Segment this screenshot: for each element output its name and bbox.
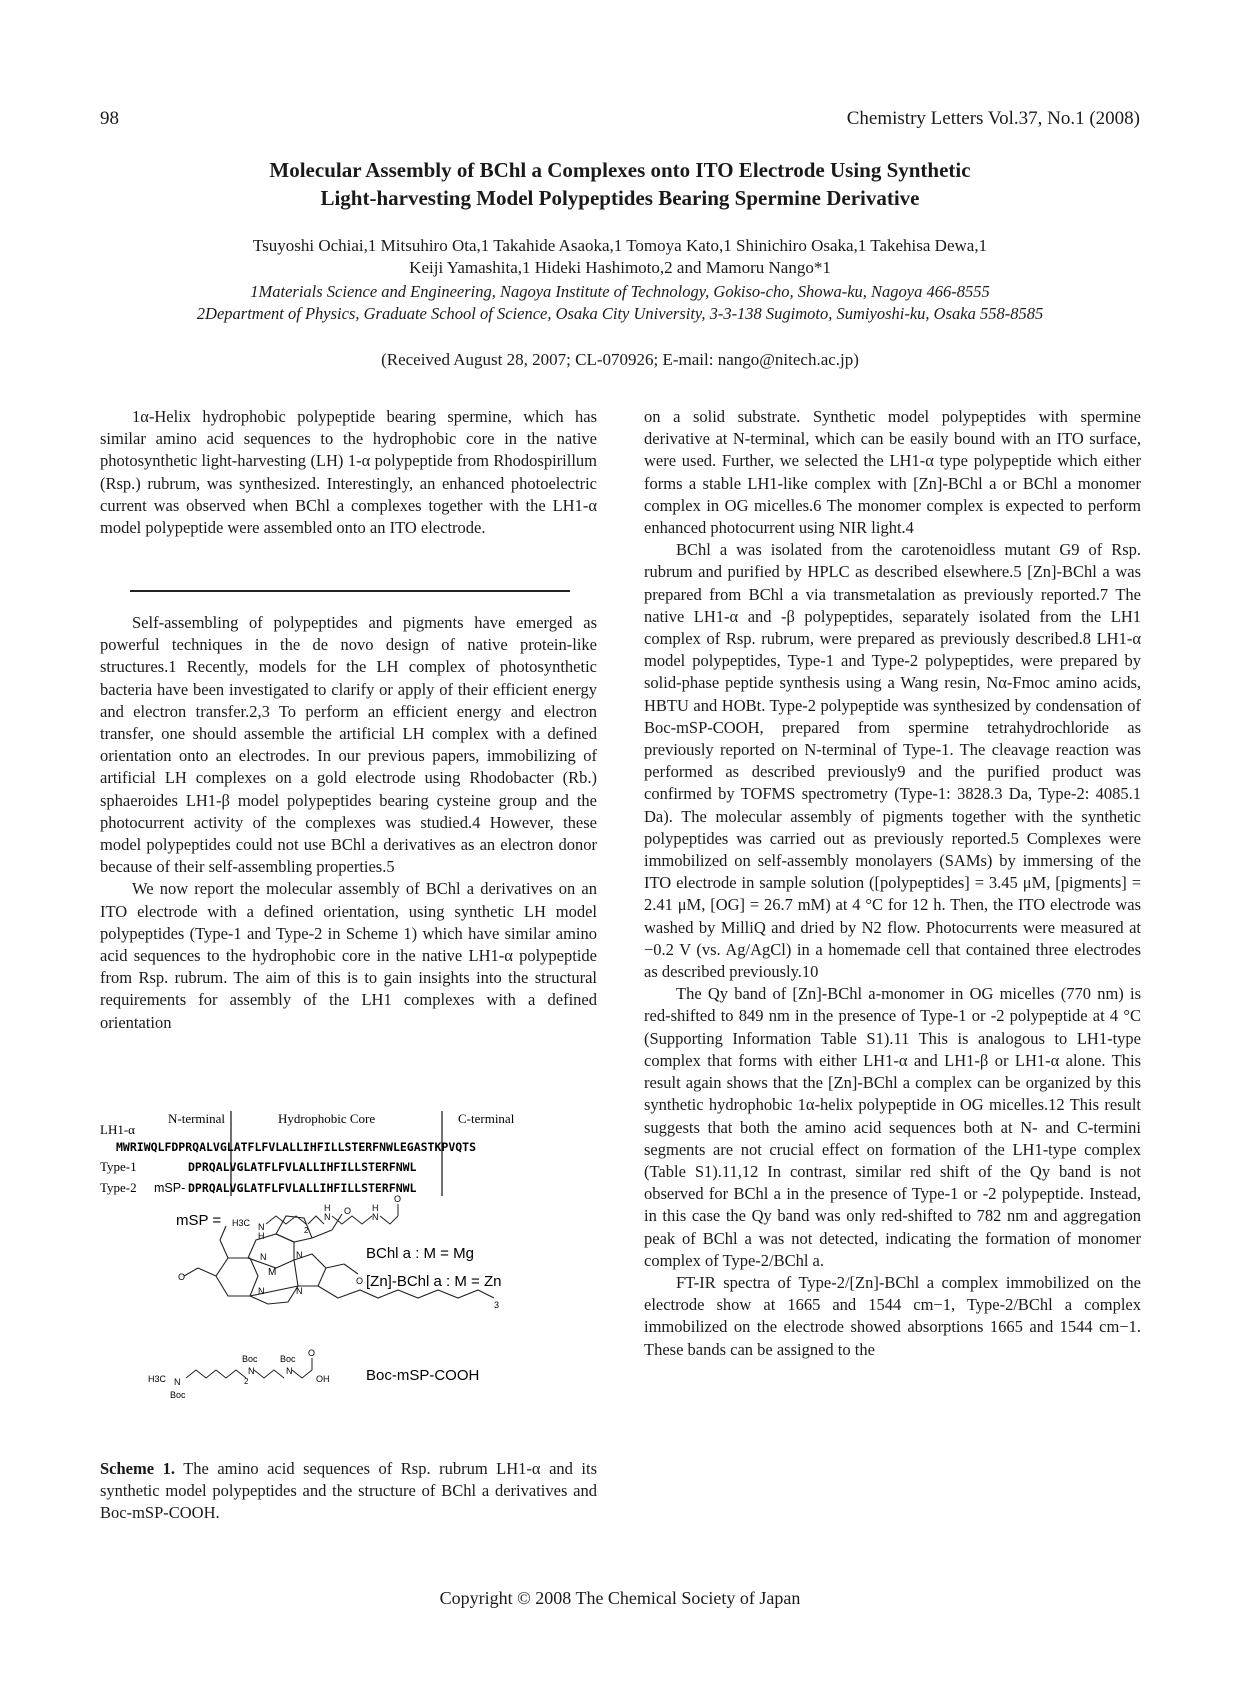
atom-label: O xyxy=(178,1272,186,1282)
region-c-terminal: C-terminal xyxy=(458,1111,515,1126)
paragraph: FT-IR spectra of Type-2/[Zn]-BChl a complex immobilized on the electrode show at 1665 and 1544 cm−1, Type-2/BChl a complex immobilized on the electrode showed absorptions 1665 and 1544 cm−1. These bands can be assigned to the xyxy=(644,1272,1141,1359)
subscript-3: 3 xyxy=(494,1300,500,1310)
atom-label: Boc xyxy=(280,1354,296,1364)
boc-msp-cooh-label: Boc-mSP-COOH xyxy=(366,1367,480,1384)
atom-label: O xyxy=(344,1206,352,1216)
scheme-1-figure xyxy=(98,1108,598,1458)
msp-prefix: mSP- xyxy=(154,1181,186,1195)
paragraph: We now report the molecular assembly of BChl a derivatives on an ITO electrode with a defined orientation, using synthetic LH model polypeptides (Type-1 and Type-2 in Scheme 1) which have similar amino acid sequences to the hydrophobic core in the native LH1-α polypeptide from Rsp. rubrum. The aim of this is to gain insights into the structural requirements for assembly of the LH1 complexes with a defined orientation xyxy=(100,879,597,1032)
atom-label: N xyxy=(372,1212,379,1222)
boc-chain xyxy=(186,1370,246,1378)
atom-label: N xyxy=(296,1250,303,1260)
abstract xyxy=(100,406,597,539)
atom-label: O xyxy=(356,1276,364,1286)
atom-label: N xyxy=(260,1252,267,1262)
msp-chain xyxy=(380,1216,398,1224)
atom-label: N xyxy=(248,1366,255,1376)
paper-title xyxy=(100,156,1140,212)
atom-label: Boc xyxy=(170,1390,186,1400)
atom-label: OH xyxy=(316,1374,330,1384)
atom-label: N xyxy=(296,1286,303,1296)
msp-label: mSP = xyxy=(176,1212,222,1229)
boc-chain xyxy=(292,1370,312,1378)
subscript-2: 2 xyxy=(244,1377,249,1386)
bond xyxy=(184,1268,198,1276)
received-line: (Received August 28, 2007; CL-070926; E-mail: nango@nitech.ac.jp) xyxy=(381,350,859,369)
paragraph: BChl a was isolated from the carotenoidless mutant G9 of Rsp. rubrum and purified by HPLC as described elsewhere.5 [Zn]-BChl a was prepared from BChl a via transmetalation as previously reported.7 The native LH1-α and -β polypeptides, separately isolated from the LH1 complex of Rsp. rubrum, were prepared as previously described.8 LH1-α model polypeptides, Type-1 and Type-2 polypeptides, were prepared by solid-phase peptide synthesis using a Wang resin, Nα-Fmoc amino acids, HBTU and HOBt. Type-2 polypeptide was synthesized by condensation of Boc-mSP-COOH, prepared from spermine tetrahydrochloride as previously reported on N-terminal of Type-1. The cleavage reaction was performed as described previously9 and the purified product was confirmed by TOFMS spectrometry (Type-1: 3828.3 Da, Type-2: 4085.1 Da). The molecular assembly of pigments together with the synthetic polypeptides was carried out as previously reported.5 Complexes were immobilized on self-assembly monolayers (SAMs) by immersing of the ITO electrode in sample solution ([polypeptides] = 3.45 μM, [pigments] = 2.41 μM, [OG] = 26.7 mM) at 4 °C for 12 h. Then, the ITO electrode was washed by MilliQ and dried by N2 flow. Photocurrents were measured at −0.2 V (vs. Ag/AgCl) in a homemade cell that contained three electrodes as described previously.10 xyxy=(644,540,1141,982)
atom-label: O xyxy=(394,1194,402,1204)
authors-line-1: Tsuyoshi Ochiai,1 Mitsuhiro Ota,1 Takahide Asaoka,1 Tomoya Kato,1 Shinichiro Osaka,1 Takehisa Dewa,1 xyxy=(252,236,988,255)
bond xyxy=(198,1268,216,1276)
bond xyxy=(220,1240,228,1258)
central-metal-label: M xyxy=(268,1267,277,1278)
title-line-1: Molecular Assembly of BChl a Complexes onto ITO Electrode Using Synthetic xyxy=(269,158,971,182)
atom-label: H xyxy=(372,1203,379,1213)
paragraph: on a solid substrate. Synthetic model polypeptides with spermine derivative at N-terminal, which can be easily bound with an ITO surface, were used. Further, we selected the LH1-α type polypeptide which either forms a stable LH1-like complex with [Zn]-BChl a or BChl a monomer complex in OG micelles.6 The monomer complex is expected to perform enhanced photocurrent using NIR light.4 xyxy=(644,407,1141,538)
paragraph: The Qy band of [Zn]-BChl a-monomer in OG micelles (770 nm) is red-shifted to 849 nm in the presence of Type-1 or -2 polypeptide at 4 °C (Supporting Information Table S1).11 This is analogous to LH1-type complex that forms with either LH1-α and LH1-β or LH1-α alone. This result again shows that the [Zn]-BChl a complex can be organized by this synthetic hydrophobic 1α-helix polypeptide in OG micelles.12 This result suggests that both the amino acid sequences both at N- and C-termini segments are not crucial effect on formation of the LH1-type complex (Table S1).11,12 In contrast, similar red shift of the Qy band is not observed for BChl a in the presence of Type-1 or -2 polypeptide. Instead, in this case the Qy band was only red-shifted to 782 nm and aggregation peak of BChl a was not detected, indicating the formation of monomer complex of Type-2/BChl a. xyxy=(644,984,1141,1270)
bchl-mg-label: BChl a : M = Mg xyxy=(366,1245,474,1262)
caption-text: The amino acid sequences of Rsp. rubrum LH1-α and its synthetic model polypeptides and the structure of BChl a derivatives and Boc-mSP-COOH. xyxy=(100,1459,597,1522)
right-column-body xyxy=(644,406,1141,1361)
atom-label: N xyxy=(324,1212,331,1222)
subscript-2: 2 xyxy=(304,1226,309,1235)
porphyrin-ring xyxy=(216,1258,258,1296)
caption-label: Scheme 1. xyxy=(100,1459,175,1478)
bond xyxy=(326,1264,344,1268)
affiliation-2: 2Department of Physics, Graduate School of Science, Osaka City University, 3-3-138 Sugimoto, Sumiyoshi-ku, Osaka 558-8585 xyxy=(196,304,1044,323)
scheme-caption xyxy=(100,1458,597,1524)
sequence-type-1: DPRQALVGLATFLFVLALLIHFILLSTERFNWL xyxy=(188,1160,417,1174)
msp-chain xyxy=(308,1216,324,1224)
sequence-type-2: DPRQALVGLATFLFVLALLIHFILLSTERFNWL xyxy=(188,1181,417,1195)
atom-label: N xyxy=(258,1286,265,1296)
paragraph: Self-assembling of polypeptides and pigments have emerged as powerful techniques in the de novo design of native protein-like structures.1 Recently, models for the LH complex of photosynthetic bacteria have been investigated to clarify or apply of their efficient energy and electron transfer.2,3 To perform an efficient energy and electron transfer, one should assemble the artificial LH complex with a defined orientation onto an electrodes. In our previous papers, immobilizing of artificial LH complexes on a gold electrode using Rhodobacter (Rb.) sphaeroides LH1-β model polypeptides bearing cysteine group and the photocurrent activity of the complexes was studied.4 However, these model polypeptides could not use BChl a derivatives as an electron donor because of their self-assembling properties.5 xyxy=(100,613,597,877)
abstract-divider xyxy=(130,590,570,592)
atom-label: O xyxy=(308,1348,316,1358)
atom-label: Boc xyxy=(242,1354,258,1364)
bchl-zn-label: [Zn]-BChl a : M = Zn xyxy=(366,1273,502,1290)
label-type-1: Type-1 xyxy=(100,1159,137,1174)
phytyl-chain xyxy=(338,1290,494,1298)
abstract-text: 1α-Helix hydrophobic polypeptide bearing spermine, which has similar amino acid sequences to the hydrophobic core in the native photosynthetic light-harvesting (LH) 1-α polypeptide from Rhodospirillum (Rsp.) rubrum, was synthesized. Interestingly, an enhanced photoelectric current was observed when BChl a complexes together with the LH1-α model polypeptide were assembled onto an ITO electrode. xyxy=(100,407,597,538)
atom-label: N xyxy=(258,1222,265,1232)
region-hydrophobic-core: Hydrophobic Core xyxy=(278,1111,376,1126)
bond xyxy=(312,1230,332,1238)
affiliations xyxy=(60,281,1180,325)
author-list xyxy=(100,235,1140,279)
atom-label: H xyxy=(258,1231,265,1241)
left-column-body xyxy=(100,612,597,1034)
copyright-footer: Copyright © 2008 The Chemical Society of Japan xyxy=(439,1588,801,1608)
title-line-2: Light-harvesting Model Polypeptides Bearing Spermine Derivative xyxy=(320,186,920,210)
atom-label: H3C xyxy=(148,1374,167,1384)
region-n-terminal: N-terminal xyxy=(168,1111,226,1126)
journal-header: Chemistry Letters Vol.37, No.1 (2008) xyxy=(846,108,1140,129)
bond xyxy=(318,1286,338,1298)
bond xyxy=(344,1264,358,1274)
sequence-lh1-alpha: MWRIWQLFDPRQALVGLATFLFVLALLIHFILLSTERFNWLEGASTKPVQTS xyxy=(116,1140,477,1154)
boc-chain xyxy=(254,1370,284,1378)
atom-label: H3C xyxy=(232,1218,251,1228)
bond xyxy=(332,1214,342,1230)
atom-label: H xyxy=(324,1203,331,1213)
page-number: 98 xyxy=(100,108,119,129)
atom-label: N xyxy=(286,1366,293,1376)
affiliation-1: 1Materials Science and Engineering, Nagoya Institute of Technology, Gokiso-cho, Showa-ku, Nagoya 466-8555 xyxy=(250,282,990,301)
label-lh1-alpha: LH1-α xyxy=(100,1122,135,1137)
label-type-2: Type-2 xyxy=(100,1180,137,1195)
atom-label: N xyxy=(174,1377,181,1387)
authors-line-2: Keiji Yamashita,1 Hideki Hashimoto,2 and Mamoru Nango*1 xyxy=(409,258,831,277)
